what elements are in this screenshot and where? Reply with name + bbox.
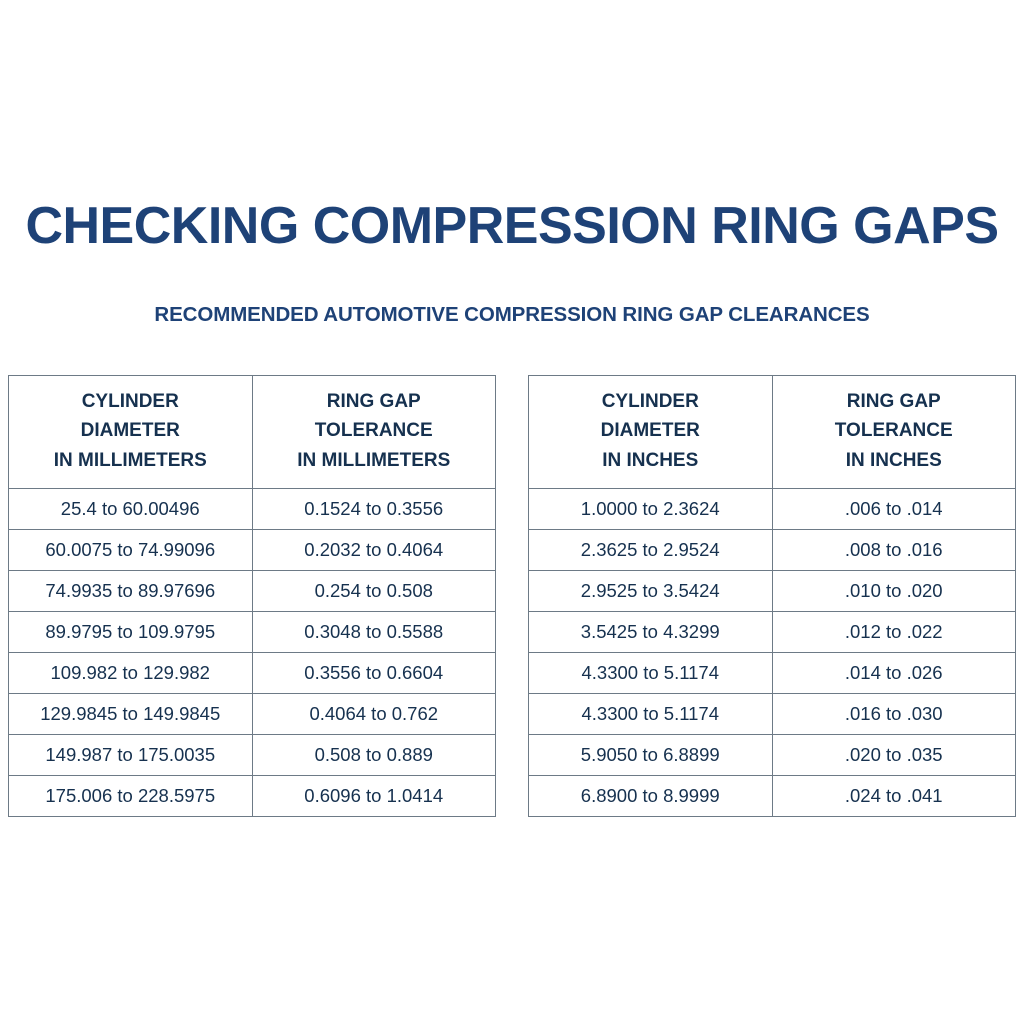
table-row [9,776,496,817]
cell-ring-gap-tolerance: .012 to .022 [772,612,1016,653]
table-row [9,571,496,612]
table-row [9,653,496,694]
cell-cylinder-diameter: 1.0000 to 2.3624 [529,489,773,530]
cell-cylinder-diameter: 3.5425 to 4.3299 [529,612,773,653]
imperial-table [528,375,1016,817]
table-row [9,612,496,653]
cell-cylinder-diameter: 74.9935 to 89.97696 [9,571,253,612]
page-subtitle: RECOMMENDED AUTOMOTIVE COMPRESSION RING GAP CLEARANCES [154,303,870,326]
cell-ring-gap-tolerance: .008 to .016 [772,530,1016,571]
column-header-ring-gap-tolerance-in: RING GAP TOLERANCE IN INCHES [772,376,1016,489]
cell-ring-gap-tolerance: 0.2032 to 0.4064 [252,530,496,571]
cell-ring-gap-tolerance: .024 to .041 [772,776,1016,817]
cell-ring-gap-tolerance: .016 to .030 [772,694,1016,735]
table-header-row [9,376,496,489]
cell-ring-gap-tolerance: 0.3556 to 0.6604 [252,653,496,694]
cell-cylinder-diameter: 6.8900 to 8.9999 [529,776,773,817]
cell-cylinder-diameter: 2.3625 to 2.9524 [529,530,773,571]
table-row [529,735,1016,776]
cell-cylinder-diameter: 60.0075 to 74.99096 [9,530,253,571]
table-row [9,735,496,776]
table-row [529,653,1016,694]
table-row [529,571,1016,612]
column-header-ring-gap-tolerance-mm: RING GAP TOLERANCE IN MILLIMETERS [252,376,496,489]
cell-ring-gap-tolerance: 0.508 to 0.889 [252,735,496,776]
cell-ring-gap-tolerance: 0.1524 to 0.3556 [252,489,496,530]
cell-ring-gap-tolerance: 0.254 to 0.508 [252,571,496,612]
tables-container [0,375,1024,817]
cell-ring-gap-tolerance: 0.4064 to 0.762 [252,694,496,735]
column-header-cylinder-diameter-in: CYLINDER DIAMETER IN INCHES [529,376,773,489]
cell-cylinder-diameter: 4.3300 to 5.1174 [529,694,773,735]
table-row [529,776,1016,817]
cell-cylinder-diameter: 109.982 to 129.982 [9,653,253,694]
cell-cylinder-diameter: 5.9050 to 6.8899 [529,735,773,776]
cell-ring-gap-tolerance: 0.6096 to 1.0414 [252,776,496,817]
cell-cylinder-diameter: 2.9525 to 3.5424 [529,571,773,612]
table-row [9,489,496,530]
cell-ring-gap-tolerance: .020 to .035 [772,735,1016,776]
table-row [529,612,1016,653]
table-row [529,530,1016,571]
cell-cylinder-diameter: 89.9795 to 109.9795 [9,612,253,653]
table-row [9,530,496,571]
cell-ring-gap-tolerance: .006 to .014 [772,489,1016,530]
cell-ring-gap-tolerance: .014 to .026 [772,653,1016,694]
page-title: CHECKING COMPRESSION RING GAPS [25,197,999,255]
table-header-row [529,376,1016,489]
table-row [529,489,1016,530]
cell-cylinder-diameter: 149.987 to 175.0035 [9,735,253,776]
table-row [529,694,1016,735]
cell-ring-gap-tolerance: 0.3048 to 0.5588 [252,612,496,653]
cell-cylinder-diameter: 129.9845 to 149.9845 [9,694,253,735]
cell-ring-gap-tolerance: .010 to .020 [772,571,1016,612]
metric-table [8,375,496,817]
column-header-cylinder-diameter-mm: CYLINDER DIAMETER IN MILLIMETERS [9,376,253,489]
cell-cylinder-diameter: 25.4 to 60.00496 [9,489,253,530]
cell-cylinder-diameter: 4.3300 to 5.1174 [529,653,773,694]
table-row [9,694,496,735]
cell-cylinder-diameter: 175.006 to 228.5975 [9,776,253,817]
